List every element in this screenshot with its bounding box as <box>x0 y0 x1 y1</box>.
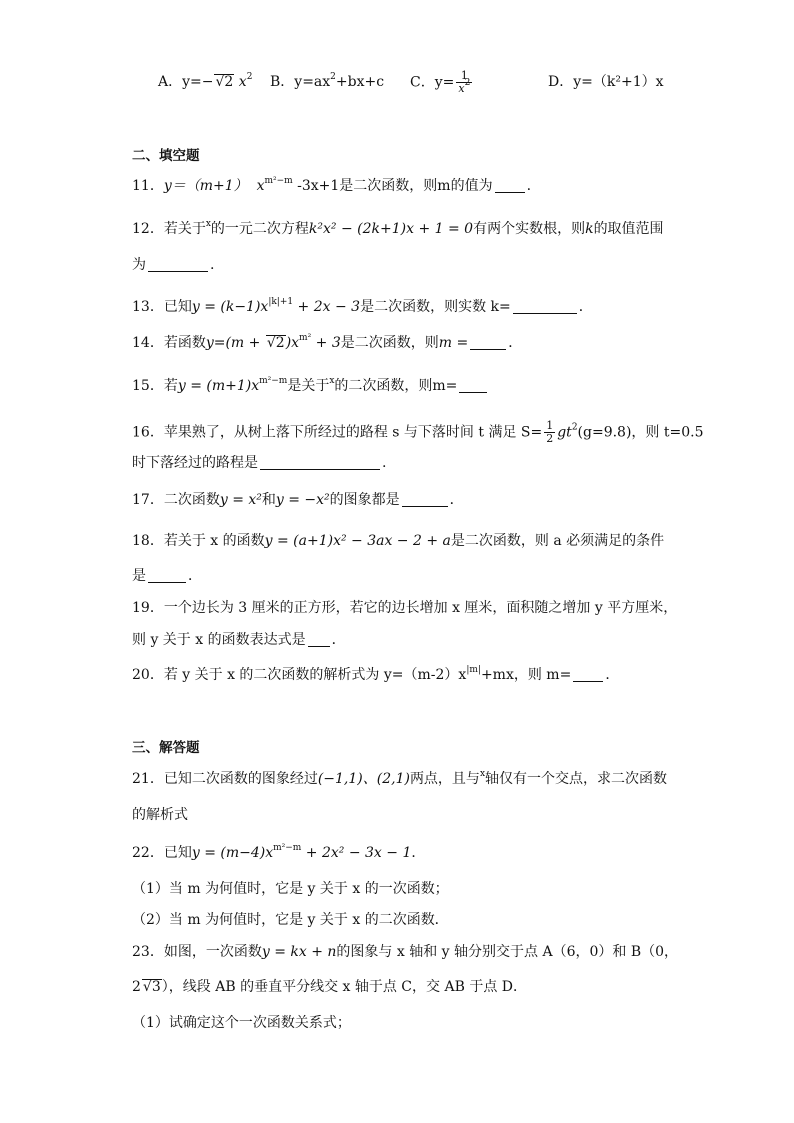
question-22-part1: （1）当 m 为何值时，它是 y 关于 x 的一次函数； <box>132 881 449 897</box>
question-13: 13．已知$y = (k-1)x^{|k|+1} + 2x - 3$是二次函数，则实数 k= ． <box>132 297 593 315</box>
question-16: 16．苹果熟了，从树上落下所经过的路程 s 与下落时间 t 满足 S= $\frac{1}{2}$ $gt^2(g=9.8)$，则 t=0.5 <box>132 419 704 445</box>
question-14: 14．若函数$y=(m + √2)x^{m^2} + 3$是二次函数，则m = ． <box>132 333 523 351</box>
sqrt-symbol: √2 <box>215 74 234 90</box>
answer-blank[interactable] <box>308 632 330 647</box>
question-20: 20．若 y 关于 x 的二次函数的解析式为 $y=(m-2)x^{|m|}+mx$，则 m= ． <box>132 665 620 683</box>
question-23-part1: （1）试确定这个一次函数关系式； <box>132 1015 351 1031</box>
question-18: 18．若关于 x 的函数y = (a+1)x² − 3ax − 2 + a是二次函数，则 a 必须满足的条件 <box>132 533 665 549</box>
answer-blank[interactable] <box>459 378 487 393</box>
answer-blank[interactable] <box>495 178 525 193</box>
question-18-cont: 是 ． <box>132 568 202 584</box>
question-16-cont: 时下落经过的路程是 . <box>132 455 387 471</box>
fraction: $\frac{1}{x^2}$ <box>458 69 471 95</box>
question-21: 21．已知二次函数的图象经过(−1,1)、(2,1)两点，且与$^x$轴仅有一个交点，求二次函数 <box>132 769 668 787</box>
question-19: 19．一个边长为 3 厘米的正方形，若它的边长增加 x 厘米，面积随之增加 y 平方厘米， <box>132 600 678 616</box>
answer-blank[interactable] <box>513 299 577 314</box>
option-d: D．y=（k²+1）x <box>548 74 664 90</box>
answer-blank[interactable] <box>402 492 448 507</box>
question-22-part2: （2）当 m 为何值时，它是 y 关于 x 的二次函数． <box>132 912 449 928</box>
answer-blank[interactable] <box>573 667 603 682</box>
question-15: 15．若$y = (m+1)x^{m^2-m}$是关于$^x$的二次函数，则m= <box>132 376 489 396</box>
option-b: B．$y=ax^2+bx+c$ <box>270 72 385 90</box>
question-19-cont: 则 y 关于 x 的函数表达式是 ． <box>132 632 346 648</box>
question-12: 12．若关于$^x$的一元二次方程k²x² − (2k+1)x + 1 = 0有两个实数根，则k的取值范围 <box>132 219 664 237</box>
answer-blank[interactable] <box>260 455 380 470</box>
answer-blank[interactable] <box>148 257 208 272</box>
question-23: 23．如图，一次函数y = kx + n的图象与 x 轴和 y 轴分别交于点 A（6，0）和 B（0， <box>132 944 679 960</box>
section-title-fill-in: 二、填空题 <box>132 148 200 164</box>
question-12-cont: 为 . <box>132 257 215 273</box>
answer-blank[interactable] <box>148 568 186 583</box>
option-a: A．y=− √2 $x^2$ <box>158 72 253 90</box>
option-c: C．y= $\frac{1}{x^2}$ <box>410 69 471 95</box>
section-title-solutions: 三、解答题 <box>132 740 200 756</box>
question-23-cont: 2 √3），线段 AB 的垂直平分线交 x 轴于点 C，交 AB 于点 D． <box>132 979 527 995</box>
question-22: 22．已知$y = (m-4)x^{m^2-m} + 2x^2 - 3x - 1$． <box>132 843 426 861</box>
question-11: 11．y＝（m+1） $x^{m^2-m}$ -3x+1是二次函数，则m的值为 . <box>132 176 532 194</box>
question-17: 17．二次函数y = x²和y = −x²的图象都是 ． <box>132 492 464 508</box>
answer-blank[interactable] <box>470 335 506 350</box>
question-21-cont: 的解析式 <box>132 807 188 823</box>
